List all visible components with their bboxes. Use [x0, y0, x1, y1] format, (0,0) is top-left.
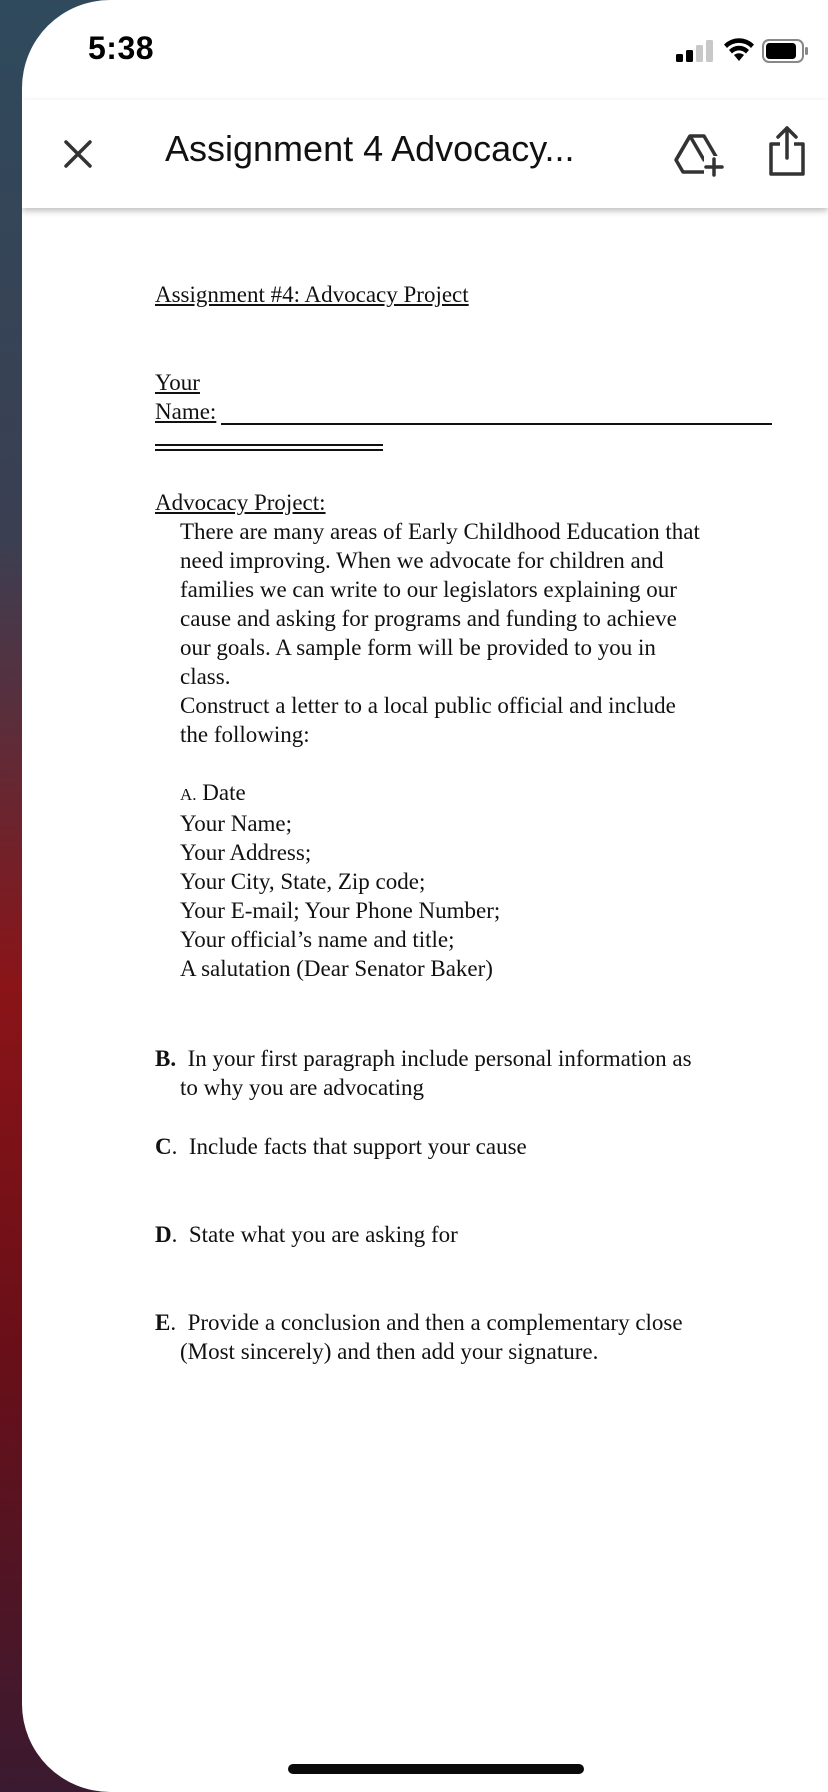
- item-b-line1: In your first paragraph include personal information as: [187, 1046, 692, 1071]
- home-indicator[interactable]: [288, 1764, 584, 1774]
- share-icon[interactable]: [766, 124, 808, 178]
- your-name-field: [155, 368, 775, 454]
- item-a-line: A salutation (Dear Senator Baker): [180, 956, 493, 981]
- item-e-line1: Provide a conclusion and then a complementary close: [187, 1310, 683, 1335]
- document-title: Assignment 4 Advocacy...: [165, 128, 575, 169]
- construct-line: Construct a letter to a local public official and include: [180, 693, 676, 718]
- item-e-letter: E: [155, 1310, 171, 1335]
- item-a-text: Date: [202, 780, 246, 805]
- item-b-line2: to why you are advocating: [180, 1075, 424, 1100]
- phone-screen: [22, 0, 828, 1792]
- name-second-underline: [155, 426, 775, 454]
- add-to-drive-icon[interactable]: [674, 128, 724, 178]
- your-name-label-line1: Your: [155, 370, 200, 395]
- intro-line: our goals. A sample form will be provided to you in: [180, 635, 656, 660]
- advocacy-section: [155, 488, 795, 983]
- item-d-text: State what you are asking for: [188, 1222, 458, 1247]
- item-a-block: [155, 778, 795, 983]
- intro-line: cause and asking for programs and funding to achieve: [180, 606, 677, 631]
- item-b-letter: B.: [155, 1046, 177, 1071]
- item-e-block: E. Provide a conclusion and then a complementary close (Most sincerely) and then add your signature.: [155, 1308, 795, 1366]
- intro-line: need improving. When we advocate for children and: [180, 548, 664, 573]
- section-title: Advocacy Project:: [155, 490, 326, 515]
- item-c-block: C. Include facts that support your cause: [155, 1134, 527, 1159]
- item-d-block: D. State what you are asking for: [155, 1222, 458, 1247]
- intro-paragraph: [155, 517, 795, 749]
- intro-line: families we can write to our legislators explaining our: [180, 577, 677, 602]
- item-c-text: Include facts that support your cause: [188, 1134, 527, 1159]
- status-bar: [22, 0, 828, 100]
- your-name-label-line2: Name:: [155, 399, 217, 424]
- item-a-line: Your Name;: [180, 811, 293, 836]
- item-a-line: Your Address;: [180, 840, 312, 865]
- name-underline: [221, 423, 772, 425]
- cellular-signal-icon: [674, 38, 720, 64]
- wifi-icon: [722, 34, 756, 64]
- item-a-line: Your E-mail; Your Phone Number;: [180, 898, 501, 923]
- status-time: 5:38: [88, 30, 155, 66]
- close-icon[interactable]: [56, 132, 100, 176]
- item-a-line: Your official’s name and title;: [180, 927, 455, 952]
- item-a-line: Your City, State, Zip code;: [180, 869, 426, 894]
- intro-line: class.: [180, 664, 231, 689]
- intro-line: There are many areas of Early Childhood Education that: [180, 519, 700, 544]
- viewer-toolbar: [22, 100, 828, 208]
- item-b-block: [155, 1044, 795, 1102]
- item-c-letter: C: [155, 1134, 172, 1159]
- battery-icon: [762, 38, 810, 64]
- item-e-line2: (Most sincerely) and then add your signature.: [180, 1339, 599, 1364]
- item-a-letter: A.: [180, 785, 197, 804]
- assignment-heading: Assignment #4: Advocacy Project: [155, 282, 469, 307]
- item-d-letter: D: [155, 1222, 172, 1247]
- construct-line: the following:: [180, 722, 310, 747]
